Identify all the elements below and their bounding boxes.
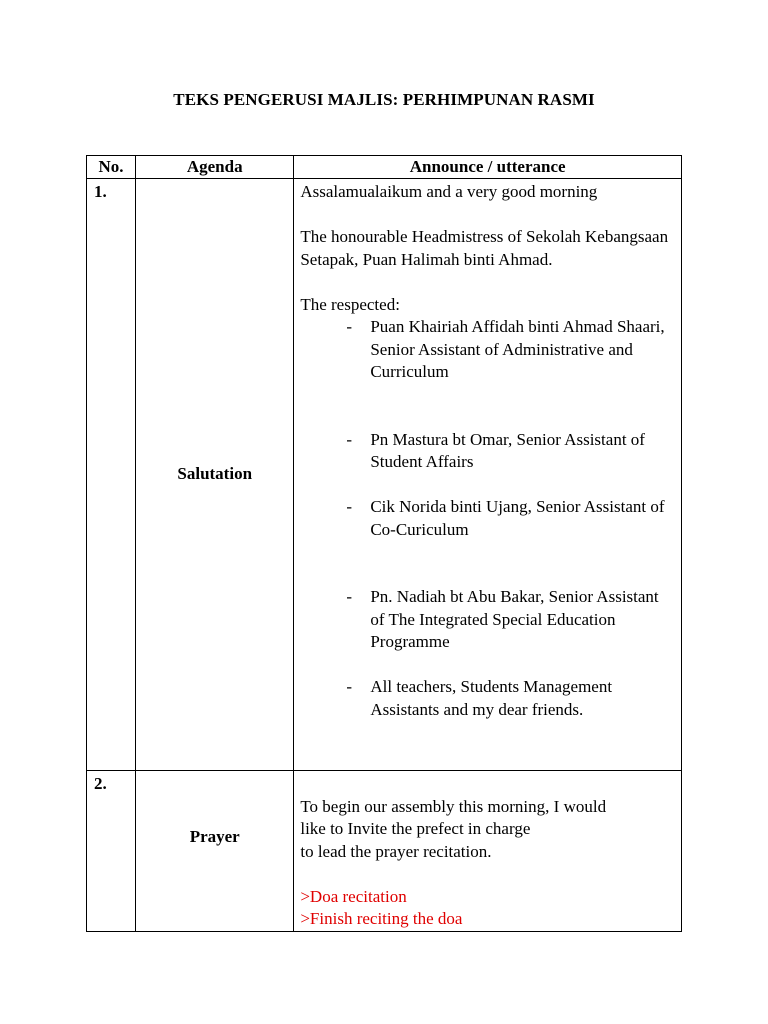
list-item	[300, 316, 677, 384]
respected-label: The respected:	[300, 294, 400, 314]
prayer-line-2: like to Invite the prefect in charge	[300, 819, 531, 838]
list-item-text: Pn Mastura bt Omar, Senior Assistant of Student Affairs	[370, 429, 645, 471]
list-item-text: Pn. Nadiah bt Abu Bakar, Senior Assistant of The Integrated Special Education Programme	[370, 587, 659, 651]
row-number: 2.	[87, 771, 136, 932]
list-item-text: Puan Khairiah Affidah binti Ahmad Shaari, Senior Assistant of Administrative and Curriculum	[370, 317, 665, 381]
opening-greeting: Assalamualaikum and a very good morning	[300, 182, 598, 201]
bullet-dash: -	[346, 497, 353, 516]
table-row-salutation	[87, 179, 682, 771]
bullet-dash: -	[346, 317, 353, 336]
bullet-dash: -	[346, 429, 353, 449]
bullet-dash: -	[346, 587, 353, 606]
document-title: TEKS PENGERUSI MAJLIS: PERHIMPUNAN RASMI	[173, 90, 595, 109]
list-item	[300, 586, 677, 654]
table-row-prayer	[87, 771, 682, 932]
list-item-text: Cik Norida binti Ujang, Senior Assistant of Co-Curiculum	[370, 497, 665, 539]
list-item	[300, 496, 677, 541]
agenda-cell-prayer	[136, 771, 294, 932]
list-item	[300, 429, 677, 474]
header-agenda: Agenda	[136, 156, 294, 179]
agenda-label-prayer: Prayer	[189, 826, 240, 846]
agenda-label-salutation: Salutation	[136, 179, 294, 771]
list-item	[300, 676, 677, 721]
cue-finish-doa: >Finish reciting the doa	[300, 909, 463, 928]
header-announcement: Announce / utterance	[294, 156, 682, 179]
utterance-cell-salutation	[294, 179, 682, 771]
bullet-dash: -	[346, 677, 353, 696]
prayer-line-3: to lead the prayer recitation.	[300, 841, 492, 861]
list-item-text: All teachers, Students Management Assistants and my dear friends.	[370, 677, 613, 719]
header-no: No.	[87, 156, 136, 179]
cue-doa-recitation: >Doa recitation	[300, 886, 407, 906]
agenda-table	[86, 155, 682, 932]
utterance-cell-prayer	[294, 771, 682, 932]
prayer-line-1: To begin our assembly this morning, I would	[300, 796, 607, 816]
row-number: 1.	[87, 179, 136, 771]
table-header-row	[87, 156, 682, 179]
headmistress-greeting: The honourable Headmistress of Sekolah Kebangsaan Setapak, Puan Halimah binti Ahmad.	[300, 227, 669, 269]
